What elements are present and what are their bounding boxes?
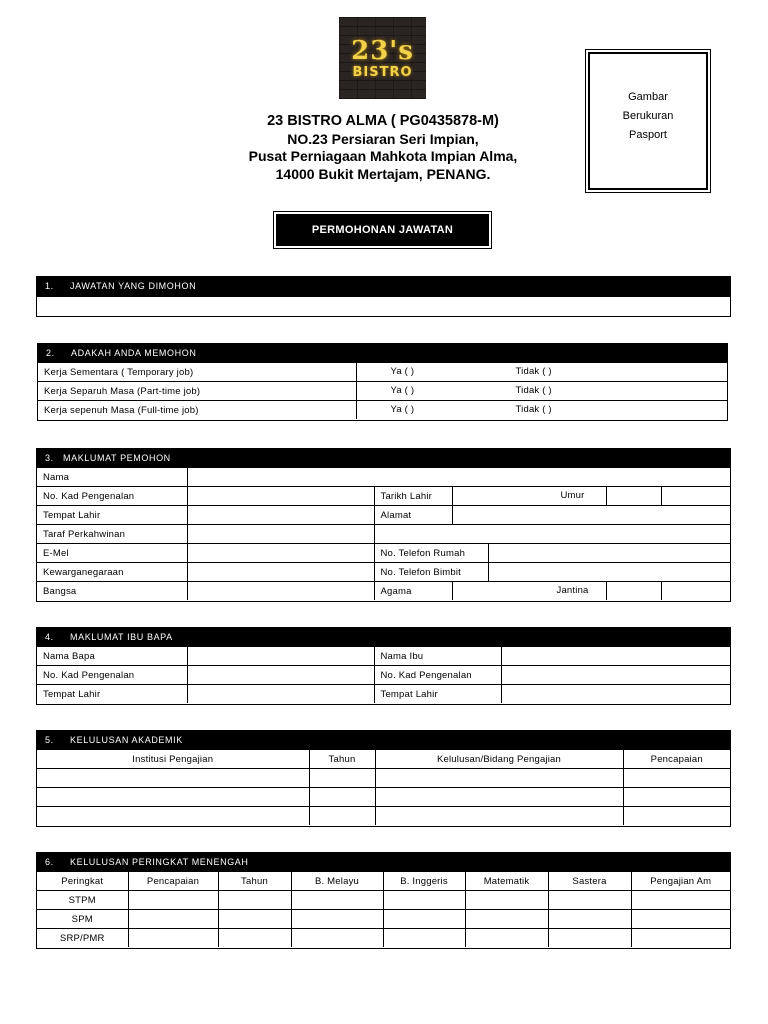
table-row — [37, 807, 730, 826]
name-input[interactable] — [187, 468, 730, 487]
birthplace-input[interactable] — [187, 506, 374, 525]
section-number: 1. — [45, 281, 54, 291]
father-ic-input[interactable] — [187, 666, 374, 685]
religion-input[interactable] — [452, 582, 606, 601]
column-header: Pencapaian — [623, 750, 730, 769]
no-option[interactable]: Tidak ( ) — [515, 366, 552, 377]
address-line-1: NO.23 Persiaran Seri Impian, — [287, 130, 479, 147]
field-label: Tempat Lahir — [374, 685, 501, 704]
table-row — [38, 401, 727, 420]
address-line-2: Pusat Perniagaan Mahkota Impian Alma, — [248, 148, 518, 164]
dob-input[interactable] — [452, 487, 606, 506]
mother-birthplace-input[interactable] — [501, 685, 730, 704]
table-cell[interactable] — [309, 769, 375, 788]
section-title: KELULUSAN PERINGKAT MENENGAH — [70, 857, 249, 867]
field-label: Kewarganegaraan — [37, 563, 187, 582]
form-title-box — [273, 211, 492, 249]
field-label: Jantina — [556, 585, 589, 596]
field-label: Nama — [37, 468, 187, 487]
employment-label: Kerja Separuh Masa (Part-time job) — [38, 382, 356, 401]
column-header: B. Melayu — [291, 872, 383, 891]
table-cell[interactable] — [128, 929, 218, 948]
position-input[interactable] — [37, 296, 730, 317]
section-title: JAWATAN YANG DIMOHON — [70, 281, 197, 291]
section-title: MAKLUMAT PEMOHON — [63, 453, 171, 463]
table-cell[interactable] — [128, 910, 218, 929]
passport-photo-box[interactable] — [585, 49, 711, 193]
section-employment-type — [37, 343, 728, 421]
column-header: Pencapaian — [128, 872, 218, 891]
section-header — [37, 628, 730, 647]
mobile-phone-input[interactable] — [488, 563, 730, 582]
home-phone-input[interactable] — [488, 544, 730, 563]
table-cell[interactable] — [548, 891, 631, 910]
field-label: Bangsa — [37, 582, 187, 601]
column-header: Sastera — [548, 872, 631, 891]
yes-no-cell[interactable] — [356, 401, 727, 420]
table-cell[interactable] — [291, 929, 383, 948]
table-row — [37, 769, 730, 788]
yes-option[interactable]: Ya ( ) — [390, 404, 415, 415]
form-title: PERMOHONAN JAWATAN — [276, 214, 489, 246]
father-name-input[interactable] — [187, 647, 374, 666]
section-number: 6. — [45, 857, 54, 867]
address-input-cont[interactable] — [374, 525, 730, 544]
table-row — [37, 563, 730, 582]
table-cell[interactable] — [291, 891, 383, 910]
table-row — [38, 363, 727, 382]
table-row — [37, 487, 730, 506]
column-header: Kelulusan/Bidang Pengajian — [375, 750, 623, 769]
ic-input[interactable] — [187, 487, 374, 506]
citizenship-input[interactable] — [187, 563, 374, 582]
employment-type-table — [38, 363, 727, 419]
yes-option[interactable]: Ya ( ) — [390, 366, 415, 377]
table-cell[interactable] — [631, 891, 730, 910]
table-row — [37, 910, 730, 929]
father-birthplace-input[interactable] — [187, 685, 374, 704]
applicant-table — [37, 468, 730, 600]
table-row — [37, 582, 730, 601]
column-header: Pengajian Am — [631, 872, 730, 891]
yes-no-cell[interactable] — [356, 363, 727, 382]
marital-input[interactable] — [187, 525, 374, 544]
gender-input[interactable] — [661, 582, 730, 601]
age-input[interactable] — [661, 487, 730, 506]
field-label: Tarikh Lahir — [374, 487, 452, 506]
table-cell[interactable] — [218, 929, 291, 948]
yes-option[interactable]: Ya ( ) — [390, 385, 415, 396]
table-cell[interactable] — [37, 807, 309, 826]
age-divider — [606, 487, 661, 506]
column-header: Matematik — [465, 872, 548, 891]
photo-label-2: Berukuran — [622, 109, 674, 122]
table-row — [37, 525, 730, 544]
company-header — [200, 113, 566, 183]
column-header: Institusi Pengajian — [37, 750, 309, 769]
yes-no-cell[interactable] — [356, 382, 727, 401]
table-cell[interactable] — [37, 788, 309, 807]
section-academic — [36, 730, 731, 827]
section-title: KELULUSAN AKADEMIK — [70, 735, 183, 745]
column-header: Peringkat — [37, 872, 128, 891]
table-cell[interactable] — [218, 891, 291, 910]
field-label: Nama Bapa — [37, 647, 187, 666]
section-header — [37, 853, 730, 872]
logo-word: BISTRO — [352, 64, 413, 80]
table-cell[interactable] — [465, 929, 548, 948]
section-header — [37, 449, 730, 468]
level-label: STPM — [37, 891, 128, 910]
table-cell[interactable] — [128, 891, 218, 910]
field-label: Agama — [374, 582, 452, 601]
table-cell[interactable] — [548, 929, 631, 948]
table-cell[interactable] — [218, 910, 291, 929]
table-cell[interactable] — [465, 910, 548, 929]
table-cell[interactable] — [465, 891, 548, 910]
field-label: Taraf Perkahwinan — [37, 525, 187, 544]
photo-label-3: Pasport — [629, 128, 667, 141]
section-header — [37, 277, 730, 296]
table-row — [37, 929, 730, 948]
table-row — [37, 891, 730, 910]
column-header: Tahun — [309, 750, 375, 769]
company-name: 23 BISTRO ALMA ( PG0435878-M) — [267, 113, 499, 129]
race-input[interactable] — [187, 582, 374, 601]
table-cell[interactable] — [309, 807, 375, 826]
section-position-applied — [36, 276, 731, 317]
field-label: Umur — [560, 490, 585, 501]
table-cell[interactable] — [291, 910, 383, 929]
table-cell[interactable] — [375, 807, 623, 826]
table-row — [37, 685, 730, 704]
table-cell[interactable] — [37, 769, 309, 788]
table-cell[interactable] — [309, 788, 375, 807]
table-cell[interactable] — [631, 929, 730, 948]
table-cell[interactable] — [623, 807, 730, 826]
employment-label: Kerja sepenuh Masa (Full-time job) — [38, 401, 356, 420]
section-parents-info — [36, 627, 731, 705]
table-row — [37, 647, 730, 666]
section-title: ADAKAH ANDA MEMOHON — [71, 348, 197, 358]
section-number: 3. — [45, 453, 54, 463]
table-row — [37, 666, 730, 685]
field-label: No. Telefon Bimbit — [374, 563, 488, 582]
table-cell[interactable] — [375, 769, 623, 788]
mother-ic-input[interactable] — [501, 666, 730, 685]
column-header: B. Inggeris — [383, 872, 465, 891]
table-cell[interactable] — [383, 910, 465, 929]
section-number: 4. — [45, 632, 54, 642]
email-input[interactable] — [187, 544, 374, 563]
table-cell[interactable] — [623, 769, 730, 788]
table-cell[interactable] — [383, 891, 465, 910]
table-header-row — [37, 872, 730, 891]
section-number: 2. — [46, 348, 55, 358]
field-label: No. Kad Pengenalan — [37, 666, 187, 685]
section-secondary — [36, 852, 731, 949]
column-header: Tahun — [218, 872, 291, 891]
section-header — [38, 344, 727, 363]
gender-divider — [606, 582, 661, 601]
no-option[interactable]: Tidak ( ) — [515, 404, 552, 415]
table-cell[interactable] — [375, 788, 623, 807]
photo-label-1: Gambar — [628, 90, 668, 103]
no-option[interactable]: Tidak ( ) — [515, 385, 552, 396]
field-label: Nama Ibu — [374, 647, 501, 666]
table-cell[interactable] — [631, 910, 730, 929]
field-label: No. Telefon Rumah — [374, 544, 488, 563]
table-row — [37, 468, 730, 487]
field-label: Alamat — [374, 506, 452, 525]
level-label: SPM — [37, 910, 128, 929]
section-applicant-info — [36, 448, 731, 602]
section-title: MAKLUMAT IBU BAPA — [70, 632, 173, 642]
table-cell[interactable] — [383, 929, 465, 948]
table-cell[interactable] — [548, 910, 631, 929]
address-input[interactable] — [452, 506, 730, 525]
parents-table — [37, 647, 730, 703]
table-row — [37, 506, 730, 525]
field-label: Tempat Lahir — [37, 685, 187, 704]
table-header-row — [37, 750, 730, 769]
academic-table — [37, 750, 730, 825]
address-line-3: 14000 Bukit Mertajam, PENANG. — [275, 165, 491, 182]
bistro-logo — [339, 17, 426, 99]
table-row — [38, 382, 727, 401]
field-label: No. Kad Pengenalan — [37, 487, 187, 506]
table-row — [37, 544, 730, 563]
employment-label: Kerja Sementara ( Temporary job) — [38, 363, 356, 382]
field-label: Tempat Lahir — [37, 506, 187, 525]
secondary-table — [37, 872, 730, 947]
section-header — [37, 731, 730, 750]
table-cell[interactable] — [623, 788, 730, 807]
table-row — [37, 788, 730, 807]
logo-number: 23's — [351, 35, 414, 66]
section-number: 5. — [45, 735, 54, 745]
field-label: No. Kad Pengenalan — [374, 666, 501, 685]
level-label: SRP/PMR — [37, 929, 128, 948]
field-label: E-Mel — [37, 544, 187, 563]
mother-name-input[interactable] — [501, 647, 730, 666]
